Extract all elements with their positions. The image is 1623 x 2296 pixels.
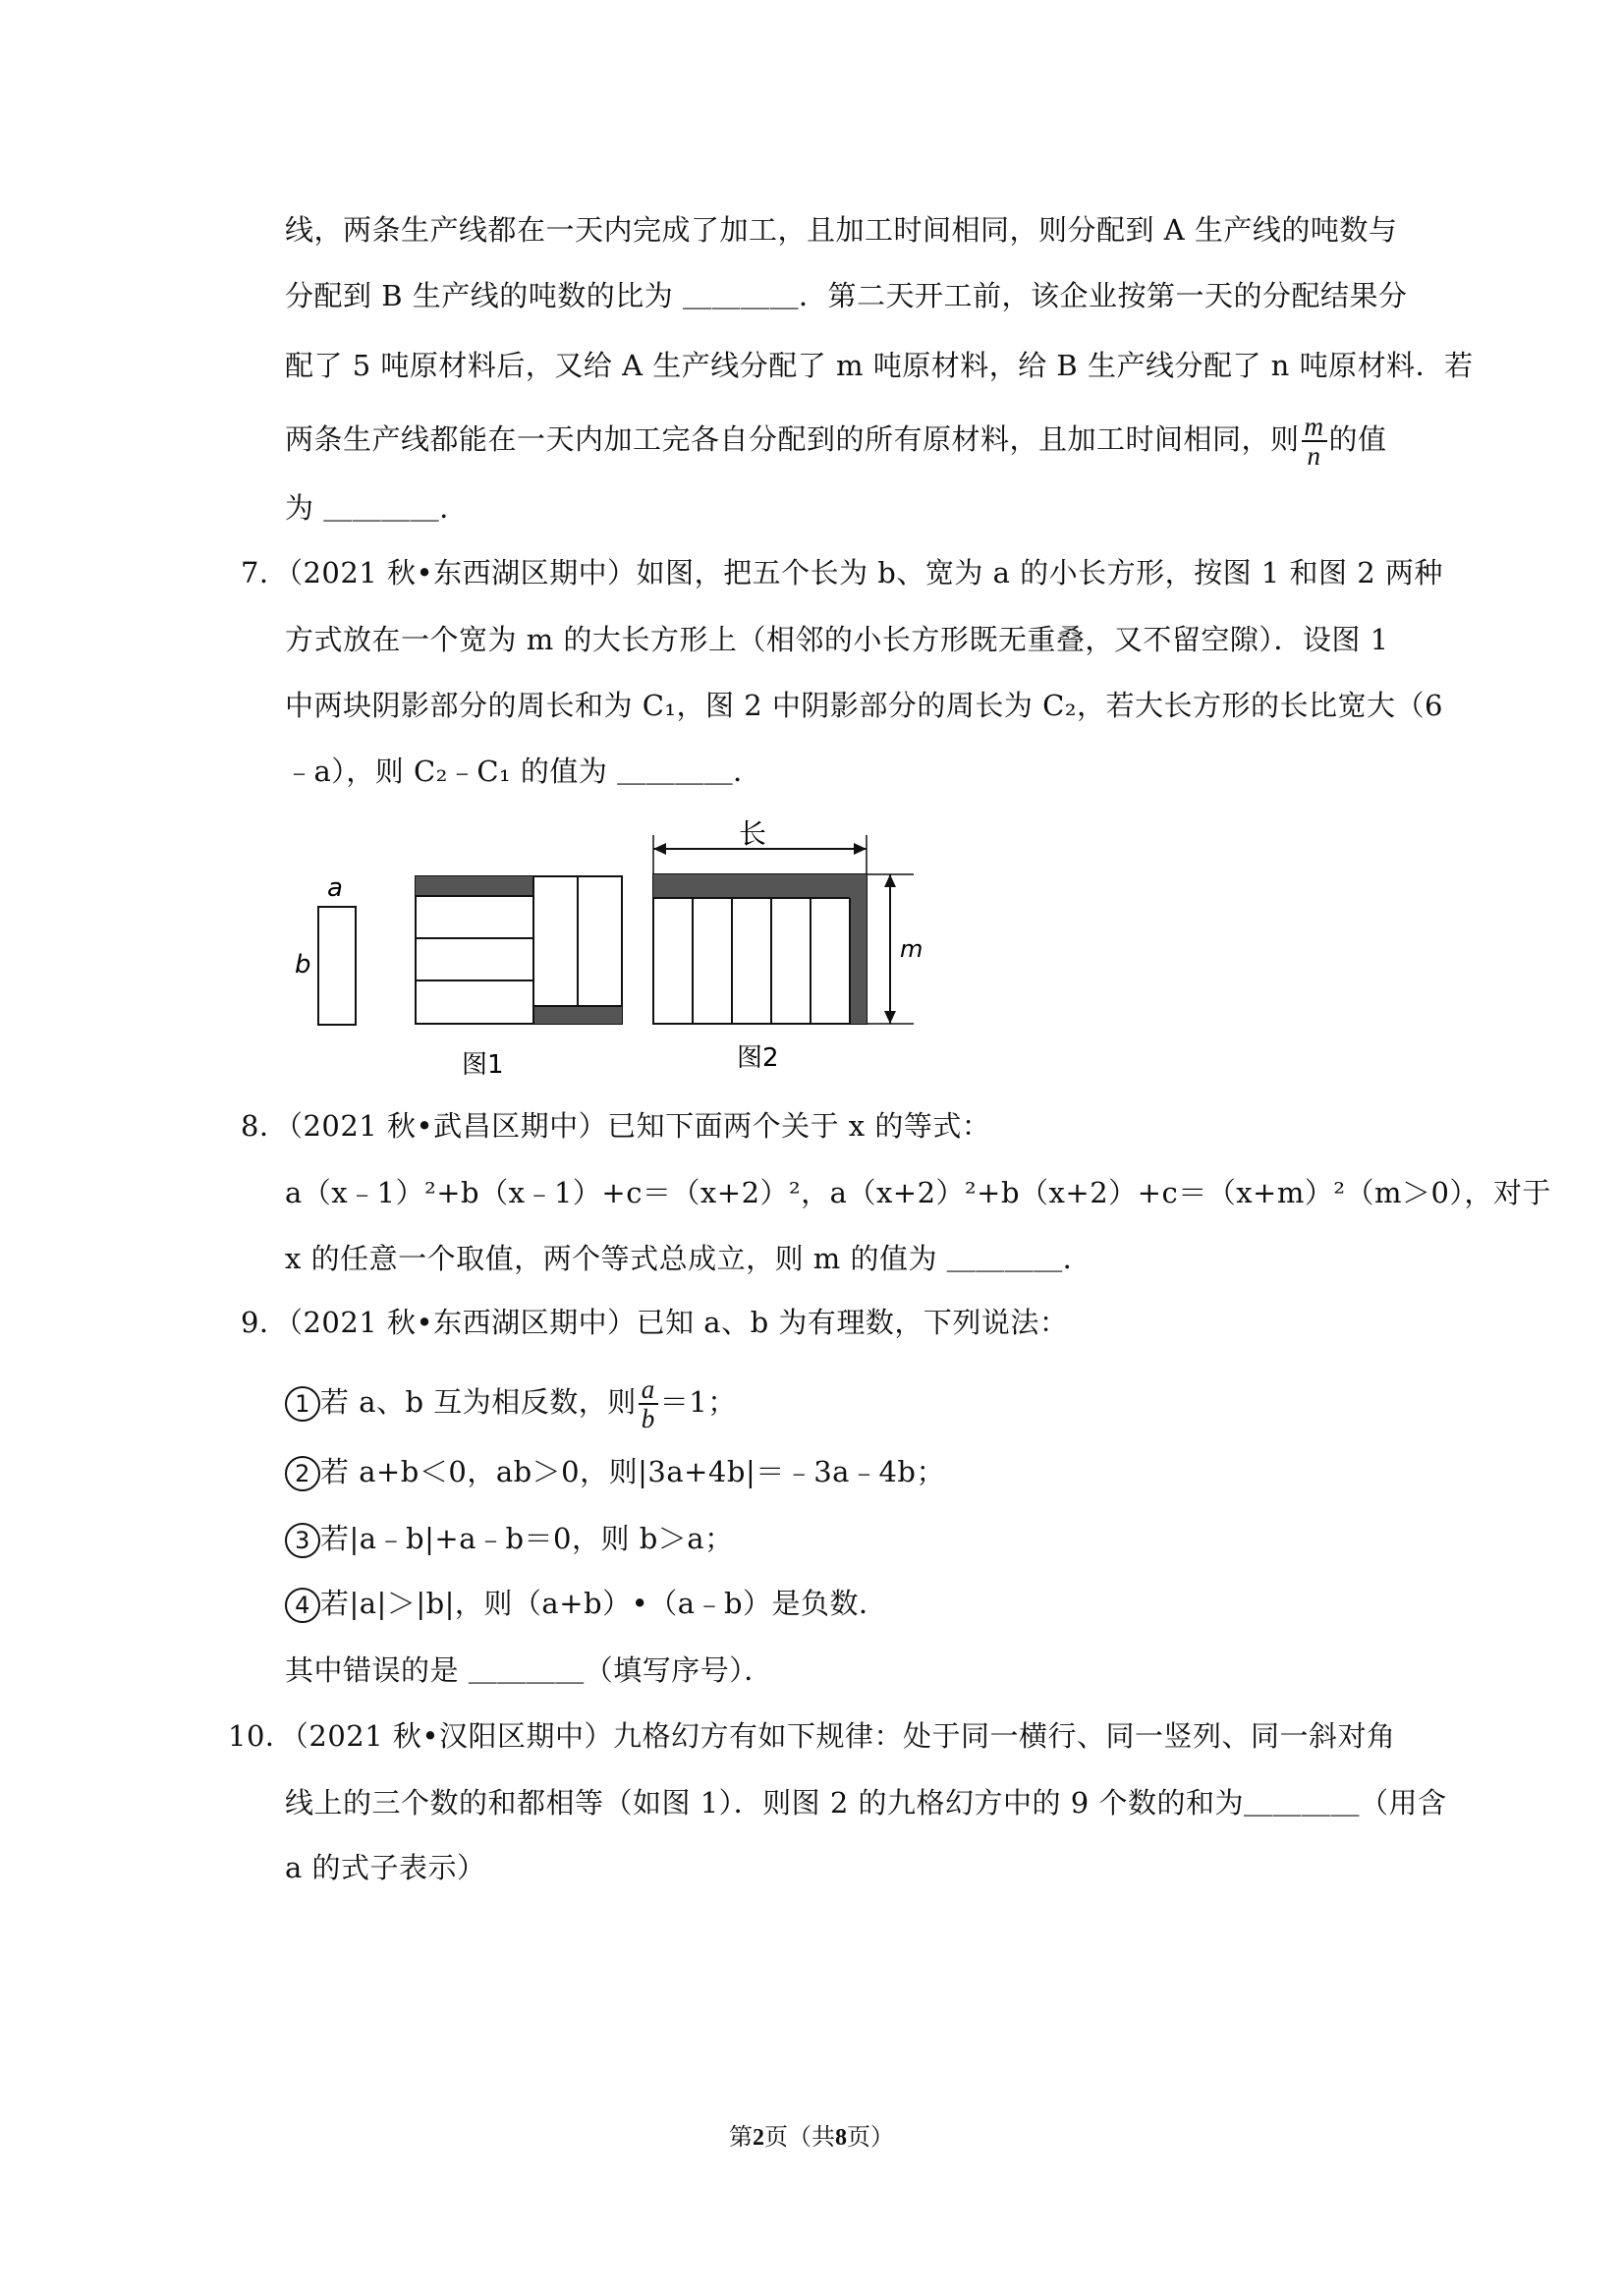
q9-item-3: [285, 1519, 1395, 1558]
q9-conclusion: 其中错误的是 ＿＿＿＿（填写序号）．: [285, 1653, 773, 1687]
q6-fraction-denominator: n: [1307, 441, 1321, 471]
q6-fraction-numerator: m: [1302, 413, 1327, 442]
q9-fraction-numerator: a: [639, 1375, 658, 1405]
figure-1: [416, 876, 622, 1080]
q10-line-2: 线上的三个数的和都相等（如图 1）．则图 2 的九格幻方中的 9 个数的和为＿＿＿＿（用含: [285, 1786, 1447, 1820]
figure-label-a: a: [327, 873, 343, 903]
footer-suffix: 页）: [847, 2123, 894, 2151]
figure-label-m: m: [900, 935, 923, 963]
figure-2-shade-top: [653, 874, 867, 898]
q9-item-2: [285, 1452, 1395, 1491]
q10-line-3: a 的式子表示）: [285, 1851, 486, 1884]
q6-line-5: 为 ＿＿＿＿．: [285, 491, 469, 525]
q9-item-3-marker: 3: [285, 1523, 320, 1558]
footer-middle: 页（共: [764, 2123, 835, 2151]
q7-line-3: 中两块阴影部分的周长和为 C₁，图 2 中阴影部分的周长为 C₂，若大长方形的长比宽大（6: [285, 689, 1443, 722]
figure-2-caption: 图2: [737, 1043, 779, 1073]
q8-line-2: a（x﹣1）²+b（x﹣1）+c＝（x+2）²，a（x+2）²+b（x+2）+c＝（x+m）²（m＞0），对于: [285, 1176, 1551, 1209]
q6-line-4: [285, 413, 1395, 470]
figure-label-length: 长: [739, 817, 767, 850]
q9-item-2-marker: 2: [285, 1456, 320, 1491]
q9-fraction: [639, 1375, 658, 1432]
q6-line-2: 分配到 B 生产线的吨数的比为 ＿＿＿＿．第二天开工前，该企业按第一天的分配结果分: [285, 279, 1408, 312]
q9-intro: 9．（2021 秋•东西湖区期中）已知 a、b 为有理数，下列说法：: [241, 1306, 1069, 1339]
q7-line-2: 方式放在一个宽为 m 的大长方形上（相邻的小长方形既无重叠，又不留空隙）．设图 1: [285, 623, 1389, 656]
figure-2-shade-right: [850, 874, 867, 1024]
figure-2: [653, 817, 923, 1073]
q6-line-1: 线，两条生产线都在一天内完成了加工，且加工时间相同，则分配到 A 生产线的吨数与: [285, 213, 1398, 247]
q7-line-1: 7．（2021 秋•东西湖区期中）如图，把五个长为 b、宽为 a 的小长方形，按图 1 和图 2 两种: [241, 556, 1443, 589]
small-rectangle: [318, 907, 356, 1025]
footer-prefix: 第: [729, 2123, 753, 2151]
q9-item-4-text: 若|a|＞|b|，则（a+b）•（a﹣b）是负数．: [320, 1587, 888, 1620]
page-footer: [0, 2117, 1623, 2152]
q7-figure: [295, 815, 943, 1091]
figure-1-outline: [416, 876, 622, 1024]
q6-fraction: [1302, 413, 1327, 470]
q9-item-1: [285, 1375, 1395, 1432]
q9-item-1-text: 若 a、b 互为相反数，则: [320, 1385, 637, 1419]
q9-item-3-text: 若|a﹣b|+a﹣b＝0，则 b＞a；: [320, 1522, 734, 1555]
q9-item-4: [285, 1584, 1395, 1623]
q8-line-1: 8．（2021 秋•武昌区期中）已知下面两个关于 x 的等式：: [241, 1109, 991, 1143]
q9-item-1-tail: ＝1；: [659, 1385, 737, 1419]
q9-fraction-denominator: b: [641, 1404, 655, 1433]
q6-line-3: 配了 5 吨原材料后，又给 A 生产线分配了 m 吨原材料，给 B 生产线分配了 n 吨原材料．若: [285, 349, 1474, 382]
q10-line-1: 10．（2021 秋•汉阳区期中）九格幻方有如下规律：处于同一横行、同一竖列、同一斜对角: [228, 1719, 1396, 1753]
footer-total-pages: 8: [835, 2125, 847, 2151]
footer-page-number: 2: [753, 2125, 764, 2151]
q9-item-2-text: 若 a+b＜0，ab＞0，则|3a+4b|＝﹣3a﹣4b；: [320, 1455, 945, 1488]
figure-1-caption: 图1: [462, 1050, 504, 1080]
q6-line-4-tail: 的值: [1328, 422, 1387, 456]
q9-item-1-marker: 1: [285, 1386, 320, 1422]
q8-line-3: x 的任意一个取值，两个等式总成立，则 m 的值为 ＿＿＿＿．: [285, 1242, 1092, 1275]
q9-item-4-marker: 4: [285, 1588, 320, 1623]
figure-label-b: b: [295, 950, 311, 980]
q7-line-4: ﹣a），则 C₂﹣C₁ 的值为 ＿＿＿＿．: [285, 755, 762, 788]
figure-1-shade-top: [416, 876, 533, 896]
q6-line-4-text: 两条生产线都能在一天内加工完各自分配到的所有原材料，且加工时间相同，则: [285, 422, 1300, 456]
figure-1-shade-bottom: [533, 1006, 622, 1024]
